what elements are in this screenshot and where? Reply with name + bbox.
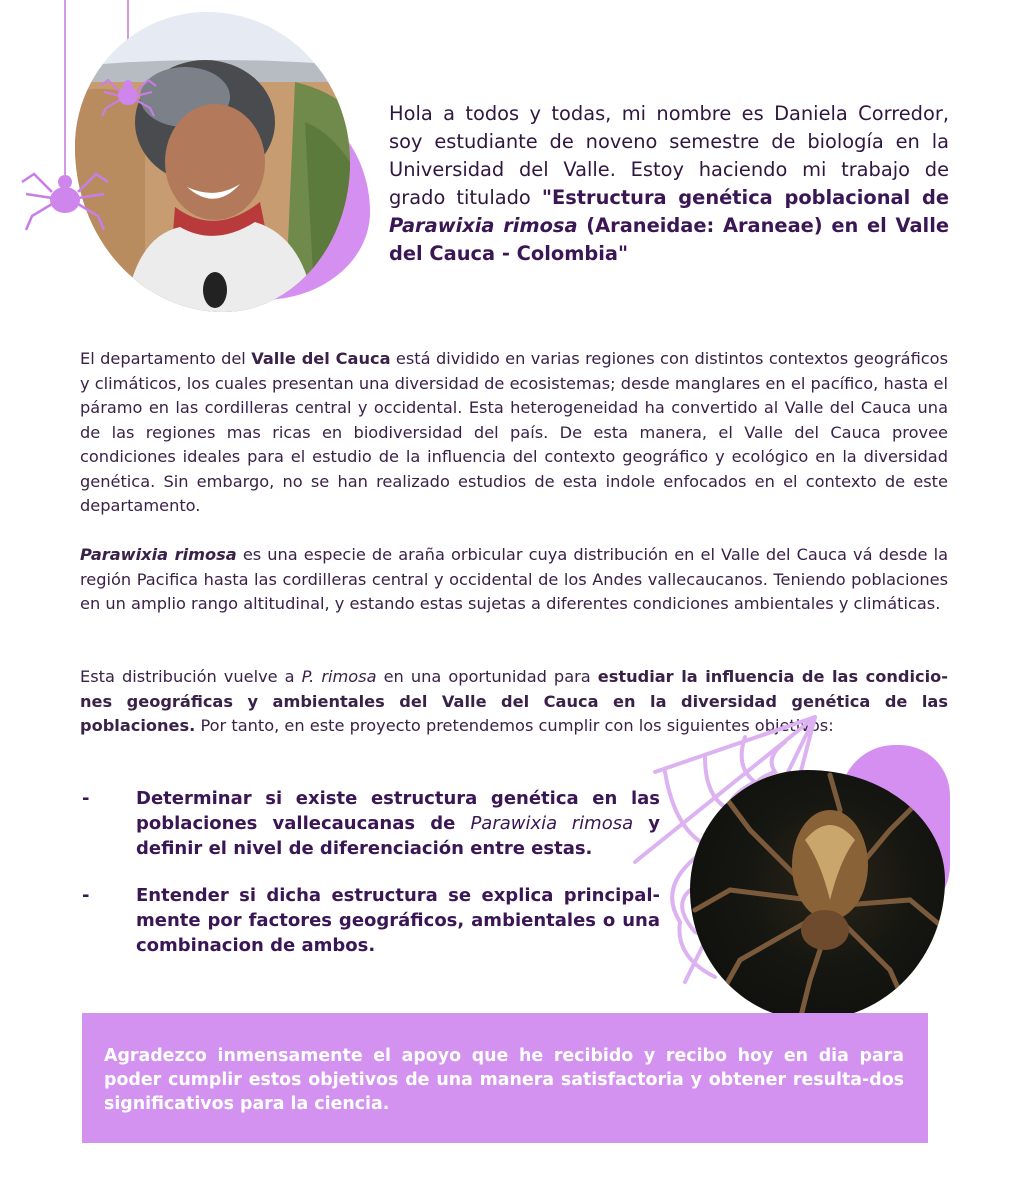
spider-thread [64, 0, 66, 175]
thanks-box [82, 1013, 928, 1143]
species-name: Parawixia rimosa [80, 545, 237, 564]
thesis-title-part: "Estructura genética poblacional de [541, 186, 949, 209]
intro-text [389, 100, 949, 268]
objective-item [80, 786, 660, 861]
objective-text: Entender si dicha estructura se explica principal-mente por factores geográficos, ambientales o una combinacion de ambos. [136, 885, 660, 956]
species-name: Parawixia rimosa [470, 813, 634, 834]
list-bullet: - [82, 788, 90, 809]
objective-item [80, 883, 660, 958]
paragraph-text: Esta distribución vuelve a [80, 667, 302, 686]
paragraph-region [80, 347, 948, 519]
author-photo [75, 12, 350, 312]
highlight-text: Valle del Cauca [251, 349, 391, 368]
paragraph-text: está dividido en varias regiones con distintos contextos geográficos y climáticos, los cuales presentan una diversidad de ecosistemas; desde manglares en el pacífico, hasta el páramo en las cordilleras central y occidental. Esta heterogeneidad ha convertido al Valle del Cauca una de las regiones mas ricas en biodiversidad del país. De esta manera, el Valle del Cauca provee condiciones ideales para el estudio de la influencia del contexto geográfico y ecológico en la diversidad genética. Sin embargo, no se han realizado estudios de esta indole enfocados en el contexto de este departamento. [80, 349, 949, 515]
objective-text: y definir el nivel de diferenciación entre estas. [136, 813, 660, 859]
paragraph-text: Por tanto, en este proyecto pretendemos cumplir con los siguientes objetivos: [195, 716, 834, 735]
species-name: Parawixia rimosa [389, 214, 578, 237]
highlight-text: estudiar la influencia de las condicio-nes geográficas y ambientales del Valle del Cauca en la diversidad genética de las poblaciones. [80, 667, 948, 735]
objective-text: Determinar si existe estructura genética en las poblaciones vallecaucanas de [136, 788, 660, 834]
paragraph-text: en una oportunidad para [376, 667, 598, 686]
paragraph-species [80, 543, 948, 617]
thanks-text: Agradezco inmensamente el apoyo que he recibido y recibo hoy en dia para poder cumplir estos objetivos de una manera satisfactoria y obtener resulta-dos significativos para la ciencia. [104, 1046, 904, 1114]
objectives-list [80, 786, 660, 980]
paragraph-text: es una especie de araña orbicular cuya distribución en el Valle del Cauca vá desde la región Pacifica hasta las cordilleras central y occidental de los Andes vallecaucanos. Teniendo poblaciones en un amplio rango altitudinal, y estando estas sujetas a diferentes condiciones ambientales y climáticas. [80, 545, 948, 613]
thesis-title-part: (Araneidae: Araneae) en el Valle del Cauca - Colombia" [389, 214, 949, 265]
intro-body: Hola a todos y todas, mi nombre es Daniela Corredor, soy estudiante de noveno semestre de biología en la Universidad del Valle. Estoy haciendo mi trabajo de grado titulado [389, 102, 949, 209]
list-bullet: - [82, 885, 90, 906]
spider-photo [690, 770, 945, 1020]
spider-icon [98, 70, 158, 120]
paragraph-text: El departamento del [80, 349, 252, 368]
spider-icon [20, 160, 110, 235]
species-name: P. rimosa [301, 667, 377, 686]
